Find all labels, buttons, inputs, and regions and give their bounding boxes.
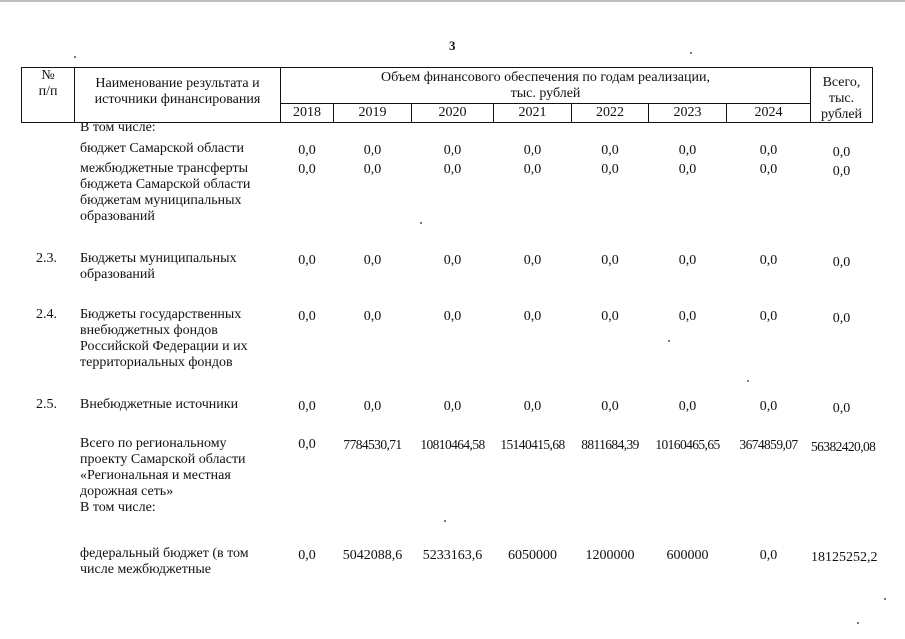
row-name	[80, 546, 249, 578]
row-name-line: Российской Федерации и их	[80, 339, 248, 354]
row-year-value: 0,0	[298, 437, 316, 452]
header-top-border	[21, 67, 873, 68]
scan-speck	[747, 380, 749, 382]
scan-speck	[444, 520, 446, 522]
scan-speck	[884, 598, 886, 600]
row-year-value: 8811684,39	[581, 437, 639, 452]
row-total-value: 0,0	[832, 401, 851, 416]
row-year-value: 0,0	[363, 399, 382, 414]
header-name-label	[75, 76, 280, 108]
row-year-value: 0,0	[363, 309, 382, 324]
row-year-value: 10810464,58	[420, 437, 485, 452]
row-name	[80, 436, 246, 516]
row-name-line: внебюджетных фондов	[80, 323, 218, 338]
row-name-line: числе межбюджетные	[80, 562, 211, 577]
row-name	[80, 397, 238, 413]
row-name-line: бюджетам муниципальных	[80, 193, 242, 208]
row-year-value: 600000	[666, 548, 709, 563]
row-year-value: 0,0	[363, 162, 382, 177]
row-year-value: 7784530,71	[343, 437, 402, 452]
row-name-line: «Региональная и местная	[80, 468, 231, 483]
row-name-line: образований	[80, 209, 155, 224]
header-total-line3: рублей	[820, 107, 863, 122]
header-volume-label	[281, 70, 810, 102]
row-name	[80, 141, 244, 157]
row-year-value: 0,0	[759, 253, 778, 268]
header-right-border	[872, 67, 873, 123]
header-year-cell: 2018	[293, 105, 321, 120]
scan-speck	[74, 56, 76, 58]
row-name-line: В том числе:	[80, 120, 156, 135]
row-year-value: 0,0	[523, 143, 542, 158]
row-name-line: Внебюджетные источники	[80, 397, 239, 412]
row-total-value: 0,0	[832, 164, 851, 179]
row-name-line: Всего по региональному	[80, 436, 227, 451]
row-year-value: 6050000	[508, 548, 557, 563]
row-year-value: 0,0	[759, 399, 778, 414]
header-year-cell: 2023	[673, 105, 702, 120]
row-total-value: 56382420,08	[811, 439, 876, 454]
header-number-sign: №	[41, 68, 55, 83]
header-volume-line2: тыс. рублей	[510, 86, 581, 101]
row-year-value: 0,0	[759, 143, 778, 158]
row-name-line: Бюджеты государственных	[80, 307, 242, 322]
row-year-value: 15140415,68	[500, 437, 565, 452]
header-total-label	[811, 75, 872, 123]
row-year-value: 0,0	[759, 548, 778, 563]
row-name-line: В том числе:	[80, 500, 156, 515]
header-number-label	[22, 68, 74, 100]
row-name-line: образований	[80, 267, 155, 282]
row-year-value: 0,0	[678, 253, 697, 268]
row-year-value: 5233163,6	[422, 548, 483, 563]
row-name-line: бюджета Самарской области	[80, 177, 251, 192]
header-name-line1: Наименование результата и	[95, 76, 260, 91]
header-total-line1: Всего,	[822, 75, 861, 90]
row-year-value: 0,0	[523, 253, 542, 268]
row-year-value: 0,0	[759, 309, 778, 324]
row-year-value: 0,0	[523, 309, 542, 324]
scan-speck	[668, 340, 670, 342]
row-number: 2.3.	[36, 251, 57, 266]
page-top-edge	[0, 0, 905, 2]
row-year-value: 0,0	[523, 399, 542, 414]
row-year-value: 0,0	[443, 143, 462, 158]
header-year-cell: 2024	[754, 105, 783, 120]
row-name-line: межбюджетные трансферты	[80, 161, 248, 176]
row-year-value: 0,0	[601, 399, 619, 414]
row-year-value: 0,0	[298, 309, 316, 324]
row-year-value: 0,0	[298, 399, 316, 414]
row-year-value: 0,0	[678, 143, 697, 158]
row-year-value: 0,0	[298, 162, 316, 177]
row-name-line: территориальных фондов	[80, 355, 233, 370]
row-year-value: 0,0	[601, 143, 619, 158]
header-year-cell: 2020	[438, 105, 467, 120]
row-name-line: Бюджеты муниципальных	[80, 251, 237, 266]
row-name	[80, 307, 248, 371]
scan-speck	[857, 622, 859, 624]
row-year-value: 0,0	[601, 253, 619, 268]
row-total-value: 18125252,2	[811, 550, 878, 565]
row-name	[80, 120, 156, 136]
row-name-line: федеральный бюджет (в том	[80, 546, 249, 561]
row-year-value: 0,0	[298, 253, 316, 268]
header-name-line2: источники финансирования	[94, 92, 261, 107]
header-total-line2: тыс.	[828, 91, 855, 106]
header-year-cell: 2022	[596, 105, 624, 120]
row-year-value: 0,0	[759, 162, 778, 177]
row-year-value: 0,0	[443, 309, 462, 324]
header-volume-line1: Объем финансового обеспечения по годам реализации,	[381, 70, 710, 85]
row-year-value: 1200000	[585, 548, 635, 563]
row-number: 2.5.	[36, 397, 57, 412]
row-name-line: проекту Самарской области	[80, 452, 246, 467]
scan-speck	[420, 222, 422, 224]
row-year-value: 0,0	[443, 253, 462, 268]
page-number: 3	[449, 38, 456, 53]
row-year-value: 0,0	[523, 162, 542, 177]
scan-speck	[690, 52, 692, 54]
row-year-value: 0,0	[678, 309, 697, 324]
row-name	[80, 251, 237, 283]
row-number: 2.4.	[36, 307, 57, 322]
header-year-cell: 2021	[518, 105, 547, 120]
row-year-value: 5042088,6	[342, 548, 403, 563]
row-total-value: 0,0	[832, 145, 851, 160]
row-name-line: бюджет Самарской области	[80, 141, 244, 156]
row-year-value: 0,0	[601, 162, 619, 177]
row-year-value: 0,0	[678, 399, 697, 414]
row-year-value: 0,0	[363, 253, 382, 268]
header-number-abbrev: п/п	[38, 84, 58, 99]
row-year-value: 0,0	[298, 143, 316, 158]
row-name-line: дорожная сеть»	[80, 484, 174, 499]
row-year-value: 3674859,07	[739, 437, 798, 452]
row-year-value: 0,0	[363, 143, 382, 158]
row-year-value: 0,0	[443, 162, 462, 177]
row-total-value: 0,0	[832, 255, 851, 270]
year-row-top-border	[280, 103, 810, 104]
row-year-value: 0,0	[298, 548, 316, 563]
row-year-value: 0,0	[678, 162, 697, 177]
row-total-value: 0,0	[832, 311, 851, 326]
header-year-cell: 2019	[358, 105, 387, 120]
row-name	[80, 161, 250, 225]
row-year-value: 0,0	[443, 399, 462, 414]
row-year-value: 10160465,65	[655, 437, 720, 452]
row-year-value: 0,0	[601, 309, 619, 324]
